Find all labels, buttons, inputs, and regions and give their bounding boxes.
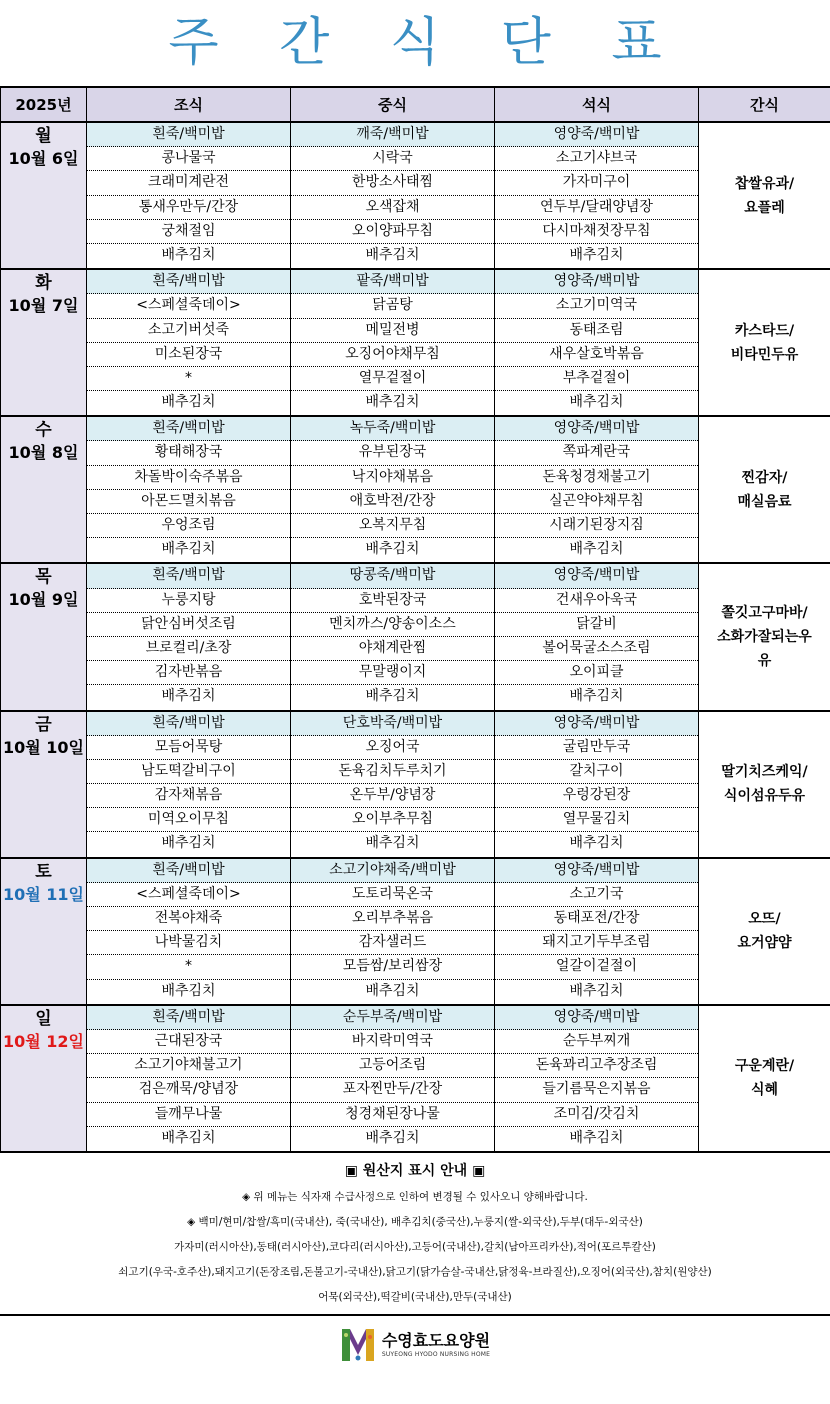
menu-item: 바지락미역국 <box>291 1030 494 1054</box>
menu-item: 영양죽/백미밥 <box>495 1006 698 1030</box>
snack-cell <box>699 122 830 269</box>
menu-item: 청경채된장나물 <box>291 1103 494 1127</box>
lunch-cell <box>291 1005 495 1152</box>
breakfast-cell <box>87 1005 291 1152</box>
lunch-cell <box>291 122 495 269</box>
dinner-cell <box>495 858 699 1005</box>
menu-item: * <box>87 367 290 391</box>
notice-line: ◈ 백미/현미/찹쌀/흑미(국내산), 죽(국내산), 배추김치(중국산),누룽지(쌀-외국산),두부(대두-외국산) <box>187 1215 643 1228</box>
header-year: 2025년 <box>1 87 87 122</box>
day-row <box>1 563 830 710</box>
snack-cell <box>699 416 830 563</box>
menu-item: 배추김치 <box>365 835 420 852</box>
menu-item: 배추김치 <box>569 246 624 263</box>
menu-item: 흰죽/백미밥 <box>87 1006 290 1030</box>
menu-item: 흰죽/백미밥 <box>87 270 290 294</box>
day-date: 10월 6일 <box>8 149 79 168</box>
menu-item: 미역오이무침 <box>87 808 290 832</box>
day-date: 10월 9일 <box>8 590 79 610</box>
menu-item: 오징어국 <box>291 736 494 760</box>
menu-item: 아몬드멸치볶음 <box>87 490 290 514</box>
menu-item: 팥죽/백미밥 <box>291 270 494 294</box>
menu-item: <스페셜죽데이> <box>87 883 290 907</box>
menu-item: 동태조림 <box>495 319 698 343</box>
header-breakfast: 조식 <box>87 87 291 122</box>
day-date: 10월 11일 <box>2 884 84 904</box>
menu-item: 감자채볶음 <box>87 784 290 808</box>
day-cell <box>1 711 87 858</box>
menu-item: 얼갈이겉절이 <box>495 955 698 979</box>
day-cell <box>1 1005 87 1152</box>
snack-item: 소화가잘되는우 <box>717 628 812 645</box>
menu-item: 쪽파계란국 <box>495 441 698 465</box>
menu-item: 배추김치 <box>365 982 420 999</box>
menu-item: 배추김치 <box>569 1129 624 1146</box>
menu-item: 나박물김치 <box>87 931 290 955</box>
snack-cell <box>699 269 830 416</box>
menu-item: 시래기된장지짐 <box>495 514 698 538</box>
menu-item: 모듬어묵탕 <box>87 736 290 760</box>
day-date: 10월 8일 <box>8 443 79 463</box>
snack-item: 쫄깃고구마바/ <box>721 604 808 621</box>
snack-item: 딸기치즈케익/ <box>721 764 808 781</box>
breakfast-cell <box>87 858 291 1005</box>
snack-item: 요거얌얌 <box>737 935 792 952</box>
menu-item: 애호박전/간장 <box>291 490 494 514</box>
breakfast-cell <box>87 711 291 858</box>
day-date: 10월 7일 <box>8 296 79 316</box>
menu-item: 소고기국 <box>495 883 698 907</box>
day-row <box>1 1005 830 1152</box>
facility-logo-icon <box>340 1325 376 1365</box>
menu-item: 들깨무나물 <box>87 1103 290 1127</box>
snack-cell <box>699 711 830 858</box>
notice-line: 가자미(러시아산),동태(러시아산),코다리(러시아산),고등어(국내산),갈치(남아프리카산),적어(포르투칼산) <box>174 1240 656 1253</box>
menu-item: 연두부/달래양념장 <box>495 196 698 220</box>
menu-item: 흰죽/백미밥 <box>87 417 290 441</box>
page-title: 주 간 식 단 표 <box>168 13 684 73</box>
menu-item: 녹두죽/백미밥 <box>291 417 494 441</box>
lunch-cell <box>291 711 495 858</box>
snack-item: 유 <box>757 652 772 669</box>
menu-item: 포자찐만두/간장 <box>291 1078 494 1102</box>
menu-item: 오이부추무침 <box>291 808 494 832</box>
menu-item: 야채계란찜 <box>291 637 494 661</box>
menu-item: 동태포전/간장 <box>495 907 698 931</box>
lunch-cell <box>291 269 495 416</box>
menu-item: 미소된장국 <box>87 343 290 367</box>
menu-item: 궁채절임 <box>87 220 290 244</box>
breakfast-cell <box>87 269 291 416</box>
menu-item: 영양죽/백미밥 <box>495 123 698 147</box>
menu-item: 고등어조림 <box>291 1054 494 1078</box>
snack-item: 식혜 <box>750 1082 779 1099</box>
day-cell <box>1 269 87 416</box>
menu-item: 김자반볶음 <box>87 661 290 685</box>
menu-item: 영양죽/백미밥 <box>495 859 698 883</box>
snack-item: 비타민두유 <box>730 346 799 363</box>
menu-item: 소고기야채불고기 <box>87 1054 290 1078</box>
menu-item: 순두부죽/백미밥 <box>291 1006 494 1030</box>
menu-item: 멘치까스/양송이소스 <box>291 613 494 637</box>
day-of-week: 월 <box>35 126 52 146</box>
menu-item: 영양죽/백미밥 <box>495 270 698 294</box>
menu-item: 조미김/갓김치 <box>495 1103 698 1127</box>
breakfast-cell <box>87 416 291 563</box>
menu-item: 열무겉절이 <box>291 367 494 391</box>
dinner-cell <box>495 269 699 416</box>
menu-item: 실곤약야채무침 <box>495 490 698 514</box>
day-date: 10월 10일 <box>2 737 84 757</box>
menu-item: 단호박죽/백미밥 <box>291 712 494 736</box>
menu-item: 오이피클 <box>495 661 698 685</box>
menu-item: 유부된장국 <box>291 441 494 465</box>
menu-item: 배추김치 <box>161 246 216 263</box>
menu-item: 무말랭이지 <box>291 661 494 685</box>
menu-item: 돈육청경채불고기 <box>495 466 698 490</box>
snack-item: 구운계란/ <box>734 1058 795 1075</box>
menu-item: 새우살호박볶음 <box>495 343 698 367</box>
snack-item: 찐감자/ <box>741 469 788 486</box>
snack-item: 매실음료 <box>737 493 792 510</box>
menu-item: 전복야채죽 <box>87 907 290 931</box>
menu-item: 배추김치 <box>161 541 216 558</box>
menu-item: 검은깨묵/양념장 <box>87 1078 290 1102</box>
menu-item: 배추김치 <box>569 982 624 999</box>
dinner-cell <box>495 1005 699 1152</box>
menu-item: 오이양파무침 <box>291 220 494 244</box>
menu-item: 흰죽/백미밥 <box>87 712 290 736</box>
menu-item: 배추김치 <box>365 1129 420 1146</box>
breakfast-cell <box>87 563 291 710</box>
lunch-cell <box>291 563 495 710</box>
day-row <box>1 711 830 858</box>
menu-item: 볼어묵굴소스조림 <box>495 637 698 661</box>
menu-item: 영양죽/백미밥 <box>495 564 698 588</box>
menu-item: 영양죽/백미밥 <box>495 417 698 441</box>
menu-item: 오징어야채무침 <box>291 343 494 367</box>
lunch-cell <box>291 858 495 1005</box>
menu-item: 다시마채젓장무침 <box>495 220 698 244</box>
menu-item: 모듬쌈/보리쌈장 <box>291 955 494 979</box>
menu-item: 낙지야채볶음 <box>291 466 494 490</box>
menu-item: 배추김치 <box>161 688 216 705</box>
menu-item: 배추김치 <box>569 835 624 852</box>
day-row <box>1 269 830 416</box>
snack-item: 찹쌀유과/ <box>734 175 795 192</box>
menu-item: 배추김치 <box>161 394 216 411</box>
menu-item: 배추김치 <box>569 541 624 558</box>
day-of-week: 화 <box>35 273 52 294</box>
menu-item: 우렁강된장 <box>495 784 698 808</box>
menu-item: 배추김치 <box>365 688 420 705</box>
footer <box>0 1314 830 1374</box>
menu-item: 차돌박이숙주볶음 <box>87 466 290 490</box>
snack-item: 오뜨/ <box>748 911 781 928</box>
menu-item: 감자샐러드 <box>291 931 494 955</box>
day-of-week: 수 <box>35 420 52 441</box>
menu-item: 오색잡채 <box>291 196 494 220</box>
breakfast-cell <box>87 122 291 269</box>
menu-item: 돈육김치두루치기 <box>291 760 494 784</box>
menu-item: 땅콩죽/백미밥 <box>291 564 494 588</box>
day-cell <box>1 858 87 1005</box>
menu-item: 흰죽/백미밥 <box>87 123 290 147</box>
menu-item: 닭갈비 <box>495 613 698 637</box>
menu-item: 시락국 <box>291 147 494 171</box>
snack-item: 요플레 <box>744 199 785 216</box>
dinner-cell <box>495 563 699 710</box>
menu-item: 가자미구이 <box>495 171 698 195</box>
day-row <box>1 858 830 1005</box>
day-row <box>1 416 830 563</box>
menu-item: 들기름묵은지볶음 <box>495 1078 698 1102</box>
day-cell <box>1 563 87 710</box>
dinner-cell <box>495 122 699 269</box>
menu-item: 통새우만두/간장 <box>87 196 290 220</box>
menu-item: 콩나물국 <box>87 147 290 171</box>
day-date: 10월 12일 <box>2 1031 84 1051</box>
menu-item: 배추김치 <box>569 394 624 411</box>
dinner-cell <box>495 711 699 858</box>
menu-item: 배추김치 <box>569 688 624 705</box>
day-of-week: 일 <box>35 1008 52 1029</box>
lunch-cell <box>291 416 495 563</box>
facility-name-en: SUYEONG HYODO NURSING HOME <box>381 1351 491 1359</box>
menu-item: 순두부찌개 <box>495 1030 698 1054</box>
menu-item: 소고기샤브국 <box>495 147 698 171</box>
menu-item: * <box>87 955 290 979</box>
weekly-menu-table <box>0 86 830 1153</box>
origin-notice <box>0 1153 830 1310</box>
origin-notice-title: ▣ 원산지 표시 안내 ▣ <box>344 1162 486 1179</box>
menu-item: 온두부/양념장 <box>291 784 494 808</box>
menu-item: 도토리묵온국 <box>291 883 494 907</box>
menu-item: 남도떡갈비구이 <box>87 760 290 784</box>
menu-item: 메밀전병 <box>291 319 494 343</box>
menu-item: <스페셜죽데이> <box>87 294 290 318</box>
header-lunch: 중식 <box>291 87 495 122</box>
menu-item: 깨죽/백미밥 <box>291 123 494 147</box>
menu-item: 소고기미역국 <box>495 294 698 318</box>
menu-item: 배추김치 <box>365 394 420 411</box>
menu-item: 건새우아욱국 <box>495 589 698 613</box>
menu-item: 소고기야채죽/백미밥 <box>291 859 494 883</box>
menu-item: 우엉조림 <box>87 514 290 538</box>
snack-item: 카스타드/ <box>734 322 795 339</box>
menu-item: 부추겉절이 <box>495 367 698 391</box>
day-of-week: 토 <box>35 861 52 882</box>
menu-item: 돈육꽈리고추장조림 <box>495 1054 698 1078</box>
menu-item: 배추김치 <box>161 1129 216 1146</box>
notice-line: 쇠고기(우국-호주산),돼지고기(돈장조림,돈불고기-국내산),닭고기(닭가슴살-국내산,닭정육-브라질산),오징어(외국산),참치(원양산) <box>118 1265 712 1278</box>
menu-item: 근대된장국 <box>87 1030 290 1054</box>
menu-item: 소고기버섯죽 <box>87 319 290 343</box>
table-header-row <box>1 87 830 122</box>
menu-item: 흰죽/백미밥 <box>87 564 290 588</box>
menu-item: 배추김치 <box>365 246 420 263</box>
menu-item: 흰죽/백미밥 <box>87 859 290 883</box>
menu-item: 갈치구이 <box>495 760 698 784</box>
menu-item: 배추김치 <box>161 835 216 852</box>
dinner-cell <box>495 416 699 563</box>
menu-item: 굴림만두국 <box>495 736 698 760</box>
day-cell <box>1 122 87 269</box>
menu-item: 닭곰탕 <box>291 294 494 318</box>
menu-item: 영양죽/백미밥 <box>495 712 698 736</box>
menu-item: 열무물김치 <box>495 808 698 832</box>
menu-item: 한방소사태찜 <box>291 171 494 195</box>
snack-cell <box>699 858 830 1005</box>
menu-item: 오리부추볶음 <box>291 907 494 931</box>
menu-item: 크래미계란전 <box>87 171 290 195</box>
day-row <box>1 122 830 269</box>
menu-item: 닭안심버섯조림 <box>87 613 290 637</box>
snack-item: 식이섬유두유 <box>723 788 806 805</box>
menu-item: 브로컬리/초장 <box>87 637 290 661</box>
menu-item: 오복지무침 <box>291 514 494 538</box>
day-of-week: 목 <box>35 567 52 588</box>
facility-name: 수영효도요양원 <box>381 1331 491 1351</box>
snack-cell <box>699 563 830 710</box>
menu-item: 황태해장국 <box>87 441 290 465</box>
notice-line: ◈ 위 메뉴는 식자재 수급사정으로 인하여 변경될 수 있사오니 양해바랍니다. <box>242 1190 588 1203</box>
snack-cell <box>699 1005 830 1152</box>
menu-item: 배추김치 <box>161 982 216 999</box>
menu-item: 호박된장국 <box>291 589 494 613</box>
header-snack: 간식 <box>699 87 830 122</box>
menu-item: 돼지고기두부조림 <box>495 931 698 955</box>
day-of-week: 금 <box>35 714 52 735</box>
menu-item: 배추김치 <box>365 541 420 558</box>
header-dinner: 석식 <box>495 87 699 122</box>
notice-line: 어묵(외국산),떡갈비(국내산),만두(국내산) <box>318 1290 512 1303</box>
menu-item: 누룽지탕 <box>87 589 290 613</box>
day-cell <box>1 416 87 563</box>
